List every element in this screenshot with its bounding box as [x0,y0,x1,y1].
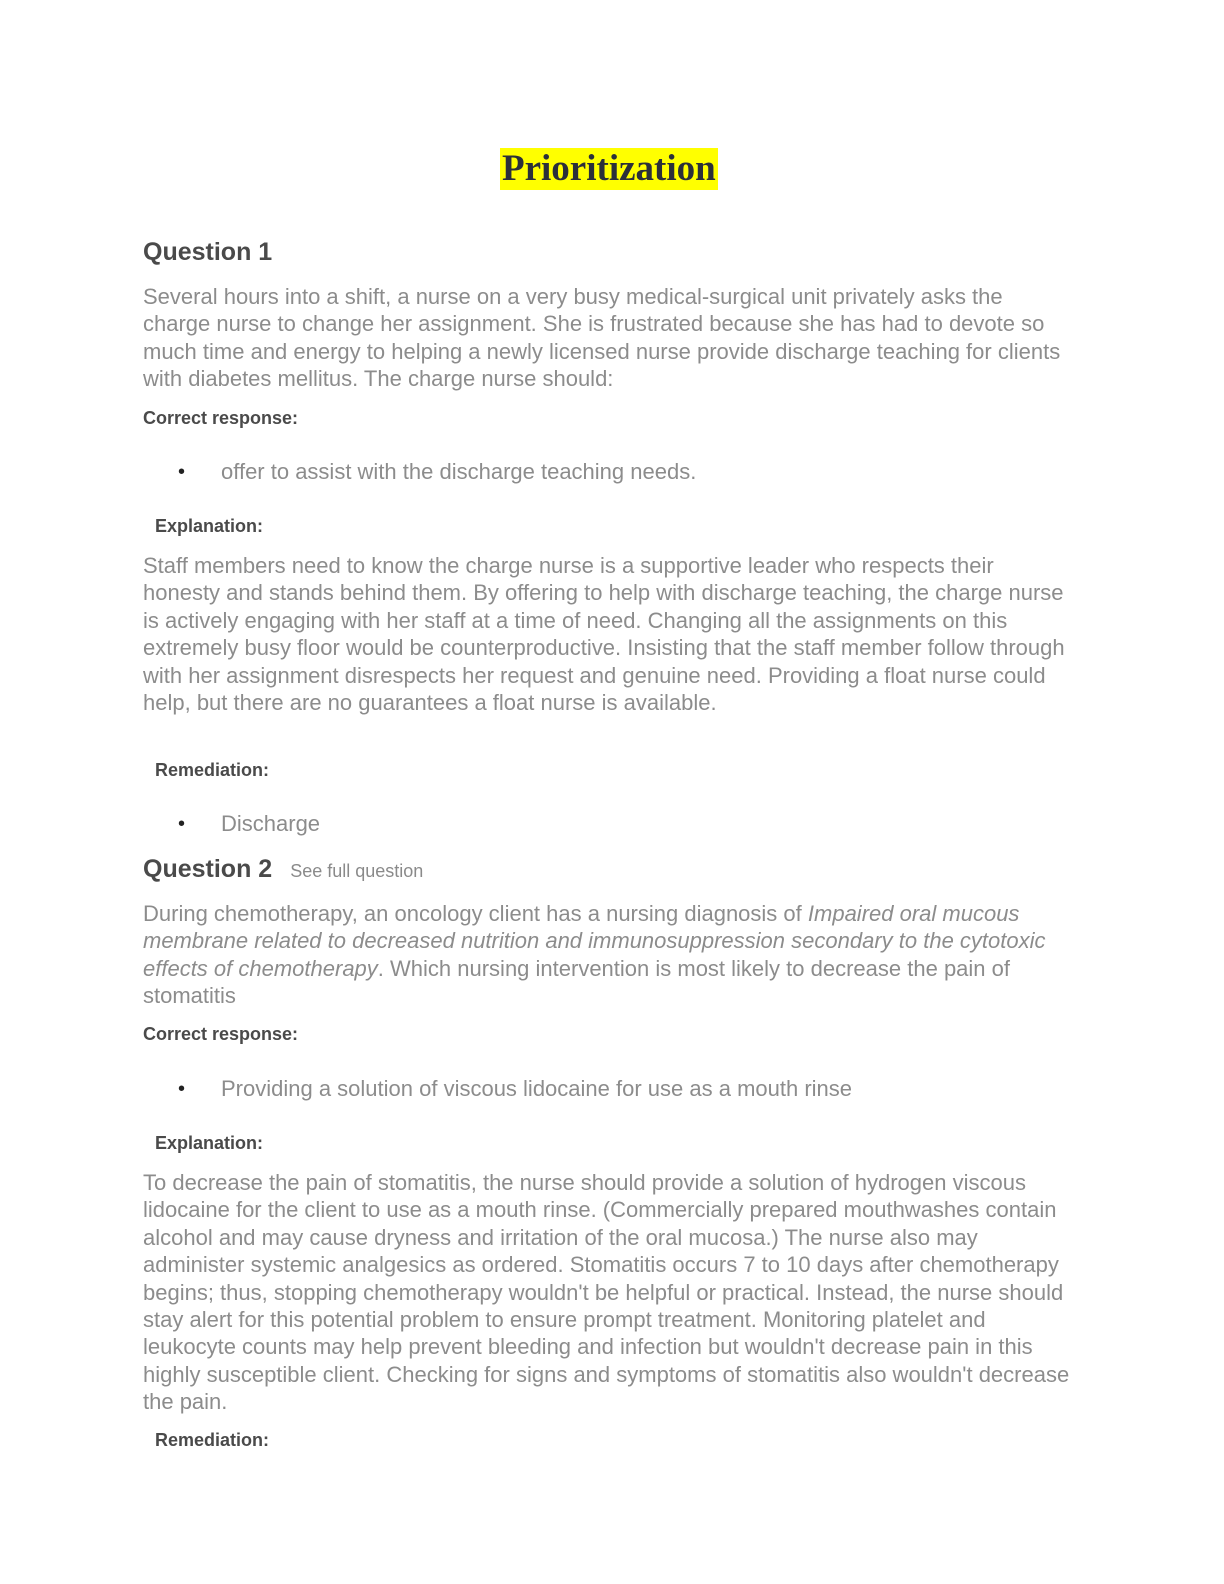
bullet-icon: • [178,1078,186,1100]
question-2-text-post: . Which nursing intervention is most likely to decrease the pain of stomatitis [143,955,1010,1009]
question-1-explanation-label: Explanation: [155,516,264,536]
see-full-question-link[interactable]: See full question [290,861,424,881]
question-2-heading-row [143,854,1073,886]
question-2-text [143,900,1073,1010]
question-2-text-pre: During chemotherapy, an oncology client has a nursing diagnosis of [143,901,808,926]
question-2-explanation-label: Explanation: [155,1133,264,1153]
question-2-correct-label: Correct response: [143,1024,299,1044]
question-2-remediation-label-block [143,1429,1073,1451]
question-2-correct-answer-text: Providing a solution of viscous lidocaine for use as a mouth rinse [221,1076,853,1101]
question-2-correct-label-block [143,1023,1073,1045]
question-1-remediation [143,809,1073,839]
question-1-remediation-label-block [143,759,1073,781]
question-1-correct-answer [143,457,1073,487]
question-1-explanation-block [143,552,1073,716]
question-1-text-block [143,283,1073,393]
title-wrap [500,148,718,190]
question-1-heading: Question 1 [143,238,273,266]
question-1-explanation-label-block [143,515,1073,537]
list-item [143,809,1073,839]
question-2-explanation: To decrease the pain of stomatitis, the nurse should provide a solution of hydrogen viscous lidocaine for the client to use as a mouth rinse. (Commercially prepared mouthwashes contain alcohol and may cause dryness and irritation of the oral mucosa.) The nurse also may administer systemic analgesics as ordered. Stomatitis occurs 7 to 10 days after chemotherapy begins; thus, stopping chemotherapy wouldn't be helpful or practical. Instead, the nurse should stay alert for this potential problem to ensure prompt treatment. Monitoring platelet and leukocyte counts may help prevent bleeding and infection but wouldn't decrease pain in this highly susceptible client. Checking for signs and symptoms of stomatitis also wouldn't decrease the pain. [143,1170,1070,1415]
bullet-icon: • [178,813,186,835]
question-2-heading: Question 2 [143,855,273,883]
question-2-explanation-block [143,1169,1073,1416]
question-1-correct-label-block [143,407,1073,429]
page-title: Prioritization [502,148,716,189]
question-1-heading-block [143,237,1073,267]
question-1-remediation-label: Remediation: [155,760,270,780]
question-2-text-block [143,900,1073,1010]
question-2-remediation-label: Remediation: [155,1430,270,1450]
question-2-heading-block [143,854,1073,886]
question-2-text-italic: Impaired oral mucous membrane related to decreased nutrition and immunosuppression secondary to the cytotoxic effects of chemotherapy [143,901,1046,981]
list-item [143,457,1073,487]
question-1-explanation: Staff members need to know the charge nurse is a supportive leader who respects their honesty and stands behind them. By offering to help with discharge teaching, the charge nurse is actively engaging with her staff at a time of need. Changing all the assignments on this extremely busy floor would be counterproductive. Insisting that the staff member follow through with her assignment disrespects her request and genuine need. Providing a float nurse could help, but there are no guarantees a float nurse is available. [143,553,1065,716]
list-item [143,1074,1073,1104]
question-1-remediation-item[interactable]: Discharge [221,811,321,836]
question-2-explanation-label-block [143,1132,1073,1154]
question-2-correct-answer [143,1074,1073,1104]
bullet-icon: • [178,461,186,483]
question-1-text: Several hours into a shift, a nurse on a very busy medical-surgical unit privately asks the charge nurse to change her assignment. She is frustrated because she has had to devote so much time and energy to helping a newly licensed nurse provide discharge teaching for clients with diabetes mellitus. The charge nurse should: [143,284,1061,392]
question-1-correct-answer-text: offer to assist with the discharge teaching needs. [221,459,697,484]
question-1-correct-label: Correct response: [143,408,299,428]
